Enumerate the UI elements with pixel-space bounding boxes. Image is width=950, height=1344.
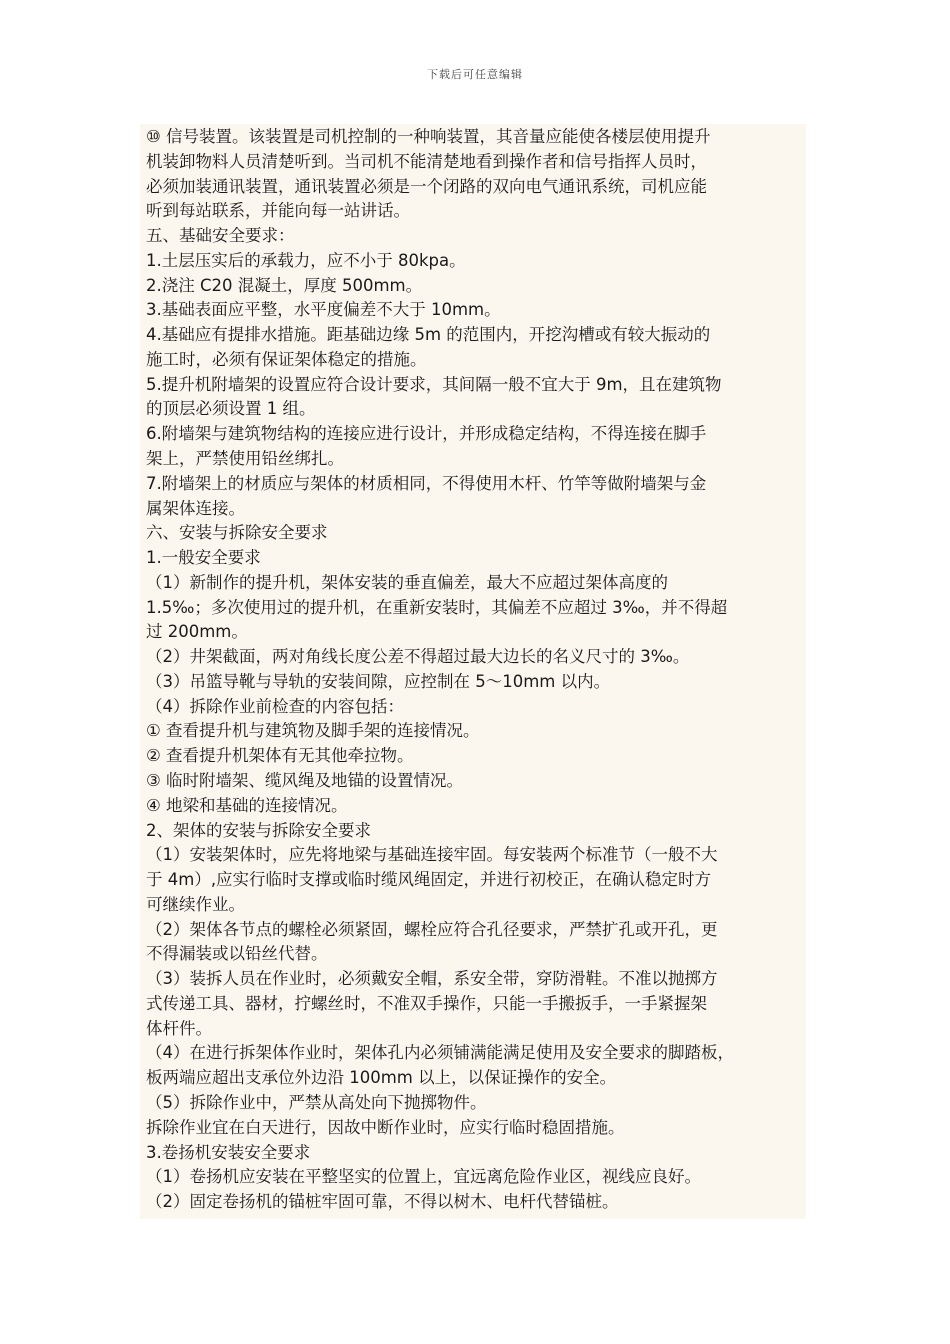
text-line: 属架体连接。: [146, 498, 245, 518]
text-line: 过 200mm。: [146, 622, 248, 642]
text-line: 机装卸物料人员清楚听到。当司机不能清楚地看到操作者和信号指挥人员时，: [146, 151, 707, 171]
text-line: 2、架体的安装与拆除安全要求: [146, 820, 371, 840]
text-line: 6.附墙架与建筑物结构的连接应进行设计，并形成稳定结构，不得连接在脚手: [146, 424, 707, 444]
text-line: 5.提升机附墙架的设置应符合设计要求，其间隔一般不宜大于 9m，且在建筑物: [146, 374, 722, 394]
text-line: （3）吊篮导靴与导轨的安装间隙，应控制在 5～10mm 以内。: [146, 671, 611, 691]
document-body: [140, 124, 806, 1219]
text-line: （2）架体各节点的螺栓必须紧固，螺栓应符合孔径要求，严禁扩孔或开孔，更: [146, 919, 718, 939]
text-line: 施工时，必须有保证架体稳定的措施。: [146, 349, 427, 369]
text-line: 2.浇注 C20 混凝土，厚度 500mm。: [146, 275, 423, 295]
text-line: 不得漏装或以铅丝代替。: [146, 944, 328, 964]
text-line: 4.基础应有提排水措施。距基础边缘 5m 的范围内，开挖沟槽或有较大振动的: [146, 325, 711, 345]
text-line: 7.附墙架上的材质应与架体的材质相同，不得使用木杆、竹竿等做附墙架与金: [146, 473, 707, 493]
text-line: （2）固定卷扬机的锚桩牢固可靠，不得以树木、电杆代替锚桩。: [146, 1192, 619, 1212]
text-line: （2）井架截面，两对角线长度公差不得超过最大边长的名义尺寸的 3‰。: [146, 647, 690, 667]
text-line: 六、安装与拆除安全要求: [146, 523, 328, 543]
text-line: 1.5‰；多次使用过的提升机，在重新安装时，其偏差不应超过 3‰，并不得超: [146, 597, 728, 617]
text-line: 的顶层必须设置 1 组。: [146, 399, 316, 419]
text-line: （4）在进行拆架体作业时，架体孔内必须铺满能满足使用及安全要求的脚踏板，: [146, 1043, 734, 1063]
text-line: ④ 地梁和基础的连接情况。: [146, 795, 348, 815]
text-line: 1.一般安全要求: [146, 548, 261, 568]
text-line: （1）卷扬机应安装在平整坚实的位置上，宜远离危险作业区，视线应良好。: [146, 1167, 701, 1187]
text-line: 于 4m）,应实行临时支撑或临时缆风绳固定，并进行初校正，在确认稳定时方: [146, 870, 712, 890]
text-line: 体杆件。: [146, 1018, 212, 1038]
text-line: （1）新制作的提升机，架体安装的垂直偏差，最大不应超过架体高度的: [146, 572, 668, 592]
text-line: ③ 临时附墙架、缆风绳及地锚的设置情况。: [146, 771, 464, 791]
text-line: （4）拆除作业前检查的内容包括：: [146, 696, 404, 716]
text-line: ⑩ 信号装置。该装置是司机控制的一种响装置，其音量应能使各楼层使用提升: [146, 127, 711, 146]
text-line: （3）装拆人员在作业时，必须戴安全帽，系安全带，穿防滑鞋。不准以抛掷方: [146, 969, 718, 989]
text-line: 架上，严禁使用铅丝绑扎。: [146, 449, 344, 468]
text-line: （1）安装架体时，应先将地梁与基础连接牢固。每安装两个标准节（一般不大: [146, 845, 718, 865]
page-header: 下载后可任意编辑: [427, 68, 523, 81]
text-line: 3.基础表面应平整，水平度偏差不大于 10mm。: [146, 300, 501, 320]
text-line: 五、基础安全要求：: [146, 226, 295, 246]
text-line: 板两端应超出支承位外边沿 100mm 以上，以保证操作的安全。: [146, 1068, 617, 1088]
text-line: ① 查看提升机与建筑物及脚手架的连接情况。: [146, 721, 480, 741]
text-line: 必须加装通讯装置，通讯装置必须是一个闭路的双向电气通讯系统，司机应能: [146, 176, 707, 196]
text-line: ② 查看提升机架体有无其他牵拉物。: [146, 746, 414, 766]
text-line: 式传递工具、器材，拧螺丝时，不准双手操作，只能一手搬扳手，一手紧握架: [146, 993, 707, 1013]
text-line: 听到每站联系，并能向每一站讲话。: [146, 201, 410, 221]
text-line: 3.卷扬机安装安全要求: [146, 1142, 311, 1162]
text-line: 1.土层压实后的承载力，应不小于 80kpa。: [146, 250, 466, 270]
text-line: （5）拆除作业中，严禁从高处向下抛掷物件。: [146, 1093, 487, 1113]
text-line: 拆除作业宜在白天进行，因故中断作业时，应实行临时稳固措施。: [146, 1117, 625, 1137]
text-line: 可继续作业。: [146, 894, 245, 914]
